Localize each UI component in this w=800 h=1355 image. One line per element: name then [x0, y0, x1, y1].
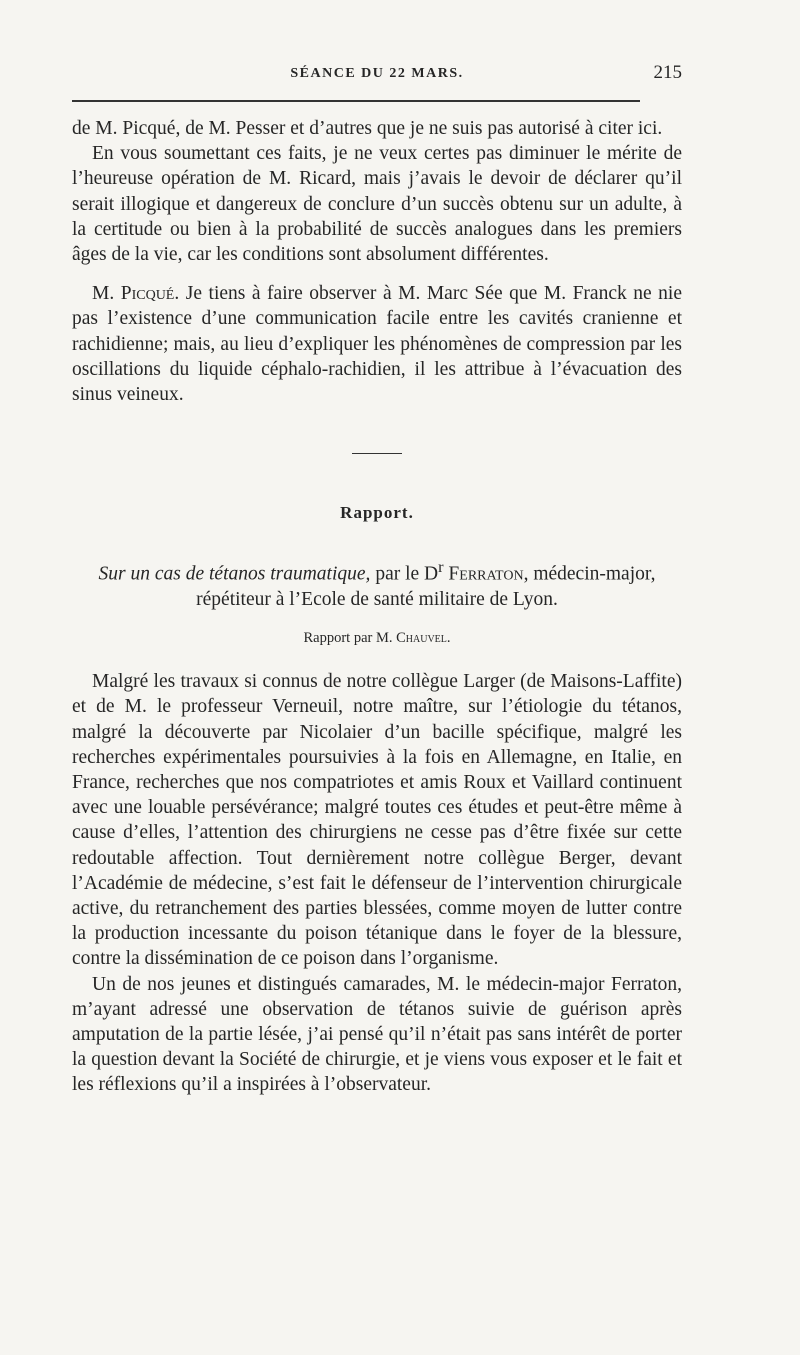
paragraph-report-case: Un de nos jeunes et distingués camarades, M. le médecin-major Ferraton, m’ayant adressé une observation de tétanos suivie de guérison après amputation de la partie lésée, j’ai pensé qu’il n’était pas sans intérêt de porter la question devant la Société de chirurgie, et je viens vous exposer et le fait et les réflexions qu’il a inspirées à l’observateur. [72, 973, 682, 1096]
report-title-sup: r [438, 558, 444, 577]
report-title [72, 555, 682, 612]
header-rule [72, 100, 640, 102]
running-head: SÉANCE DU 22 MARS. [290, 66, 464, 81]
report-byline [72, 626, 682, 651]
body-text [72, 116, 682, 1098]
report-title-italic: Sur un cas de tétanos traumatique, [98, 563, 371, 585]
page-header [72, 62, 682, 92]
paragraph-marc-see-conclusion: En vous soumettant ces faits, je ne veux certes pas diminuer le mérite de l’heureuse opération de M. Ricard, mais j’avais le devoir de déclarer qu’il serait illogique et dangereux de conclure d’un succès obtenu sur un adulte, à la certitude ou bien à la probabilité de succès analogues dans les premiers âges de la vie, car les conditions sont absolument différentes. [72, 143, 682, 266]
paragraph-report-intro: Malgré les travaux si connus de notre collègue Larger (de Maisons-Laffite) et de M. le professeur Verneuil, notre maître, sur l’étiologie du tétanos, malgré la découverte par Nicolaier d’un bacille spécifique, malgré les recherches expérimentales poursuivies à la fois en Allemagne, en Italie, en France, recherches que nos compatriotes et amis Roux et Vaillard continuent avec une louable persévérance; malgré toutes ces études et peut-être même à cause d’elles, l’attention des chirurgiens ne cesse pas d’être fixée sur cette redoutable affection. Tout dernièrement notre collègue Berger, devant l’Académie de médecine, s’est fait le défenseur de l’intervention chirurgicale active, du retranchement des parties blessées, comme moyen de lutter contre la production incessante du poison tétanique dans le foyer de la blessure, contre la dissémination de ce poison dans l’organisme. [72, 671, 682, 970]
picque-reply-text: Je tiens à faire observer à M. Marc Sée que M. Franck ne nie pas l’existence d’une communication facile entre les cavités cranienne et rachidienne; mais, au lieu d’expliquer les phénomènes de compression par les oscillations du liquide céphalo-rachidien, il les attribue à l’évacuation des sinus veineux. [72, 283, 682, 406]
author-name: Ferraton [448, 563, 524, 585]
paragraph-continuation: de M. Picqué, de M. Pesser et d’autres que je ne suis pas autorisé à citer ici. [72, 118, 663, 139]
section-title: Rapport. [340, 503, 414, 523]
report-title-part-2: , médecin-major, répétiteur à l’Ecole de santé militaire de Lyon. [196, 563, 656, 610]
page-number: 215 [653, 62, 682, 83]
report-title-part: par le D [370, 563, 439, 585]
byline-prefix: Rapport par M. [303, 629, 397, 646]
section-divider [352, 453, 402, 454]
byline-name: Chauvel. [396, 629, 451, 646]
speaker-name: M. Picqué. [92, 283, 180, 305]
paragraph-picque-reply [72, 281, 682, 407]
